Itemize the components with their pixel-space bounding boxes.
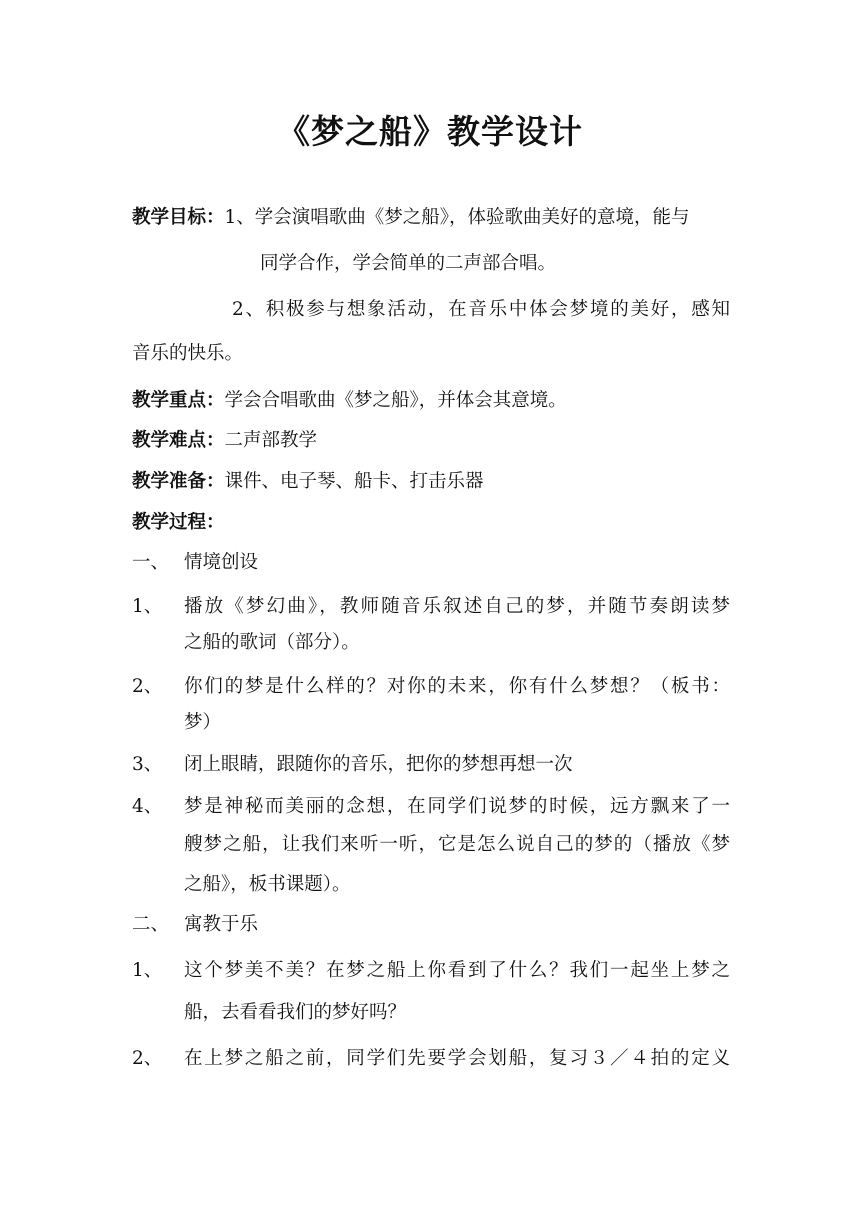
s1-item-4-line-3: 之船》，板书课题）。 bbox=[184, 874, 351, 895]
focus-line bbox=[132, 388, 567, 414]
s1-item-3-line-1: 闭上眼睛，跟随你的音乐，把你的梦想再想一次 bbox=[184, 754, 573, 775]
prep-label: 教学准备： bbox=[132, 471, 225, 492]
s1-item-2-num: 2、 bbox=[132, 676, 163, 697]
goals-label: 教学目标： bbox=[132, 207, 225, 228]
s1-item-2-line-1: 你们的梦是什么样的？对你的未来，你有什么梦想？（板书： bbox=[184, 676, 730, 697]
focus-text: 学会合唱歌曲《梦之船》，并体会其意境。 bbox=[224, 390, 567, 411]
section-1-title: 情境创设 bbox=[184, 552, 259, 573]
section-2-num: 二、 bbox=[132, 914, 170, 935]
prep-line bbox=[132, 469, 484, 495]
process-line bbox=[132, 510, 225, 536]
s1-item-3-num: 3、 bbox=[132, 754, 163, 775]
goals-line-1 bbox=[132, 205, 730, 231]
s1-item-2-line-2: 梦） bbox=[184, 712, 222, 733]
s1-item-1-line-1: 播放《梦幻曲》，教师随音乐叙述自己的梦，并随节奏朗读梦 bbox=[184, 596, 730, 617]
s2-item-1-line-2: 船，去看看我们的梦好吗？ bbox=[184, 1002, 407, 1023]
s1-item-4-line-1: 梦是神秘而美丽的念想，在同学们说梦的时候，远方飘来了一 bbox=[184, 796, 730, 817]
document-title: 《梦之船》教学设计 bbox=[277, 112, 583, 151]
focus-label: 教学重点： bbox=[132, 390, 225, 411]
s1-item-1-line-2: 之船的歌词（部分）。 bbox=[184, 632, 360, 653]
s2-item-2-num: 2、 bbox=[132, 1048, 163, 1069]
goals-item-1-line-2: 同学合作，学会简单的二声部合唱。 bbox=[260, 253, 557, 274]
goals-item-2-line-1: 2、积极参与想象活动，在音乐中体会梦境的美好，感知 bbox=[232, 299, 730, 320]
process-label: 教学过程： bbox=[132, 512, 225, 533]
s2-item-1-num: 1、 bbox=[132, 960, 163, 981]
prep-text: 课件、电子琴、船卡、打击乐器 bbox=[224, 471, 484, 492]
s2-item-2-line-1: 在上梦之船之前，同学们先要学会划船，复习３／４拍的定义 bbox=[184, 1048, 730, 1069]
goals-item-1-line-1: 1、学会演唱歌曲《梦之船》，体验歌曲美好的意境，能与 bbox=[224, 207, 690, 228]
difficulty-label: 教学难点： bbox=[132, 430, 225, 451]
section-1-num: 一、 bbox=[132, 552, 170, 573]
section-2-title: 寓教于乐 bbox=[184, 914, 259, 935]
s1-item-4-line-2: 艘梦之船，让我们来听一听，它是怎么说自己的梦的（播放《梦 bbox=[184, 834, 730, 855]
s1-item-4-num: 4、 bbox=[132, 796, 163, 817]
s2-item-1-line-1: 这个梦美不美？在梦之船上你看到了什么？我们一起坐上梦之 bbox=[184, 960, 730, 981]
s1-item-1-num: 1、 bbox=[132, 596, 163, 617]
difficulty-text: 二声部教学 bbox=[224, 430, 318, 451]
difficulty-line bbox=[132, 428, 317, 454]
goals-item-2-line-2: 音乐的快乐。 bbox=[132, 343, 244, 364]
